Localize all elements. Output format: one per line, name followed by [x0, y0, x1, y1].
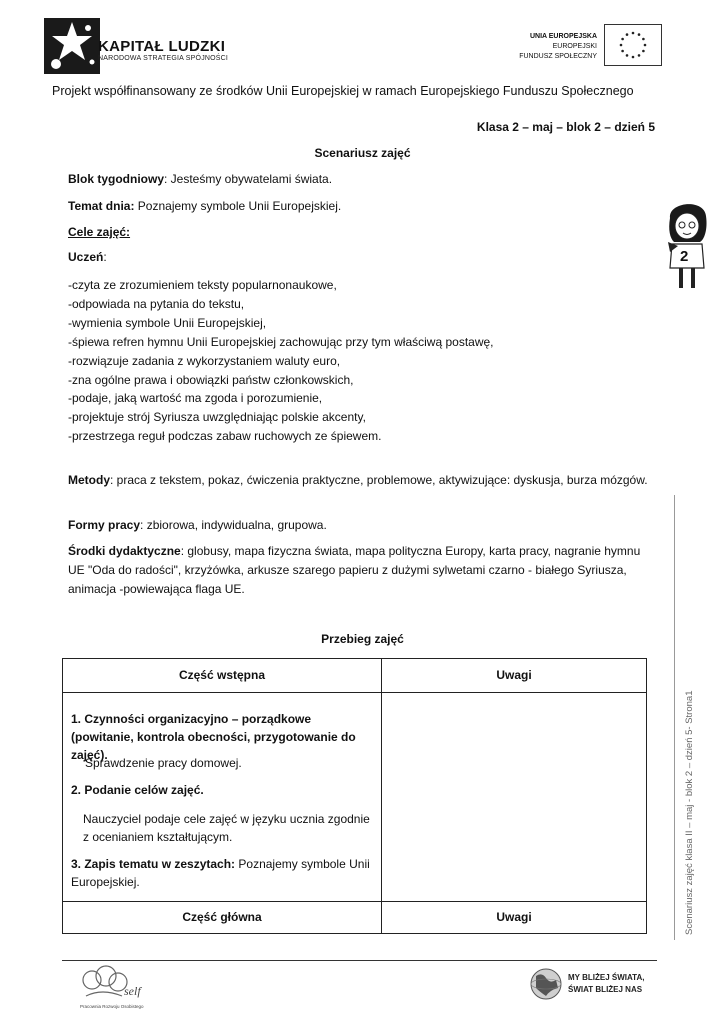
weekly-block-line [68, 172, 332, 186]
list-item: -podaje, jaką wartość ma zgoda i porozumienie, [68, 391, 323, 406]
list-item: -odpowiada na pytania do tekstu, [68, 296, 245, 311]
methods-paragraph [68, 471, 658, 490]
globe-icon [528, 964, 564, 1004]
goals-label: Cele zajęć: [68, 225, 131, 239]
project-cofinancing-line: Projekt współfinansowany ze środków Unii Europejskiej w ramach Europejskiego Funduszu Społecznego [52, 84, 634, 98]
footer-slogan-line1: MY BLIŻEJ ŚWIATA, [568, 973, 645, 982]
table-divider [63, 692, 646, 693]
table-item-1-text: Sprawdzenie pracy domowej. [85, 756, 242, 770]
side-page-label: Scenariusz zajęć klasa II – maj - blok 2 – dzień 5- Strona1 [684, 690, 695, 935]
topic-line [68, 199, 341, 213]
progress-title: Przebieg zajęć [321, 632, 404, 646]
list-item: -przestrzega reguł podczas zabaw ruchowych ze śpiewem. [68, 429, 382, 444]
forms-value: : zbiorowa, indywidualna, grupowa. [140, 518, 327, 532]
scenario-title: Scenariusz zajęć [314, 146, 411, 160]
eu-label [519, 32, 597, 62]
table-item-3-label: 3. Zapis tematu w zeszytach: [71, 857, 236, 871]
goals-heading [68, 225, 130, 239]
goals-list [68, 276, 494, 446]
side-footer [672, 495, 696, 940]
table-divider [381, 659, 382, 933]
mascot-number: 2 [680, 248, 689, 265]
eu-label-line2: EUROPEJSKI [552, 43, 597, 50]
student-heading [68, 250, 107, 264]
lesson-table [62, 658, 647, 934]
self-caption: Pracownia Rozwoju Osobistego [80, 1004, 144, 1009]
eu-label-line3: FUNDUSZ SPOŁECZNY [519, 53, 597, 60]
brand-subtitle: NARODOWA STRATEGIA SPÓJNOŚCI [98, 55, 229, 62]
list-item: -zna ogólne prawa i obowiązki państw członkowskich, [68, 372, 354, 387]
means-value: : globusy, mapa fizyczna świata, mapa polityczna Europy, karta pracy, nagranie hymnu UE "Oda do radości", krzyżówka, arkusze szarego papieru z dużymi sylwetami czarno - białego Syriusza, animacja -powiewająca flaga UE. [68, 544, 641, 596]
table-header-notes: Uwagi [496, 668, 532, 682]
side-rule [674, 495, 675, 940]
list-item: -wymienia symbole Unii Europejskiej, [68, 315, 267, 330]
table-item-1-title-text: 1. Czynności organizacyjno – porządkowe (powitanie, kontrola obecności, przygotowanie do zajęć). [71, 712, 356, 762]
table-item-2-text: Nauczyciel podaje cele zajęć w języku ucznia zgodnie z ocenianiem kształtującym. [83, 812, 370, 844]
footer-slogan-line2: ŚWIAT BLIŻEJ NAS [568, 985, 643, 994]
topic-value: Poznajemy symbole Unii Europejskiej. [134, 199, 342, 213]
student-colon: : [103, 250, 107, 264]
student-label: Uczeń [68, 250, 104, 264]
table-footer-main: Część główna [182, 910, 262, 924]
eu-label-line1: UNIA EUROPEJSKA [529, 33, 597, 40]
list-item: -projektuje strój Syriusza uwzględniając polskie akcenty, [68, 410, 366, 425]
list-item: -śpiewa refren hymnu Unii Europejskiej zachowując przy tym właściwą postawę, [68, 334, 494, 349]
table-footer-notes: Uwagi [496, 910, 532, 924]
table-item-2-title: 2. Podanie celów zajęć. [71, 783, 204, 797]
table-item-3-value: Poznajemy symbole Unii Europejskiej. [71, 857, 370, 889]
footer-slogan [568, 972, 644, 996]
weekly-block-value: : Jesteśmy obywatelami świata. [164, 172, 333, 186]
list-item: -rozwiązuje zadania z wykorzystaniem waluty euro, [68, 353, 341, 368]
mascot-girl-icon [664, 196, 710, 296]
methods-value: : praca z tekstem, pokaz, ćwiczenia praktyczne, problemowe, aktywizujące: dyskusja, burza mózgów. [110, 473, 648, 487]
eu-flag-icon [604, 24, 662, 66]
weekly-block-label: Blok tygodniowy [68, 172, 164, 186]
kapital-ludzki-logo-icon [44, 18, 100, 74]
forms-paragraph [68, 516, 658, 535]
footer-rule [62, 960, 657, 961]
forms-label: Formy pracy [68, 518, 141, 532]
table-divider [63, 901, 646, 902]
list-item: -czyta ze zrozumieniem teksty popularnonaukowe, [68, 278, 337, 292]
class-info: Klasa 2 – maj – blok 2 – dzień 5 [476, 120, 655, 134]
methods-label: Metody [68, 473, 110, 487]
table-header-intro: Część wstępna [178, 668, 266, 682]
self-logo-text: self [124, 984, 141, 998]
topic-label: Temat dnia: [68, 199, 135, 213]
means-paragraph [68, 542, 658, 599]
table-item-3 [71, 855, 371, 891]
brand-title: KAPITAŁ LUDZKI [98, 38, 226, 55]
means-label: Środki dydaktyczne [68, 544, 181, 558]
